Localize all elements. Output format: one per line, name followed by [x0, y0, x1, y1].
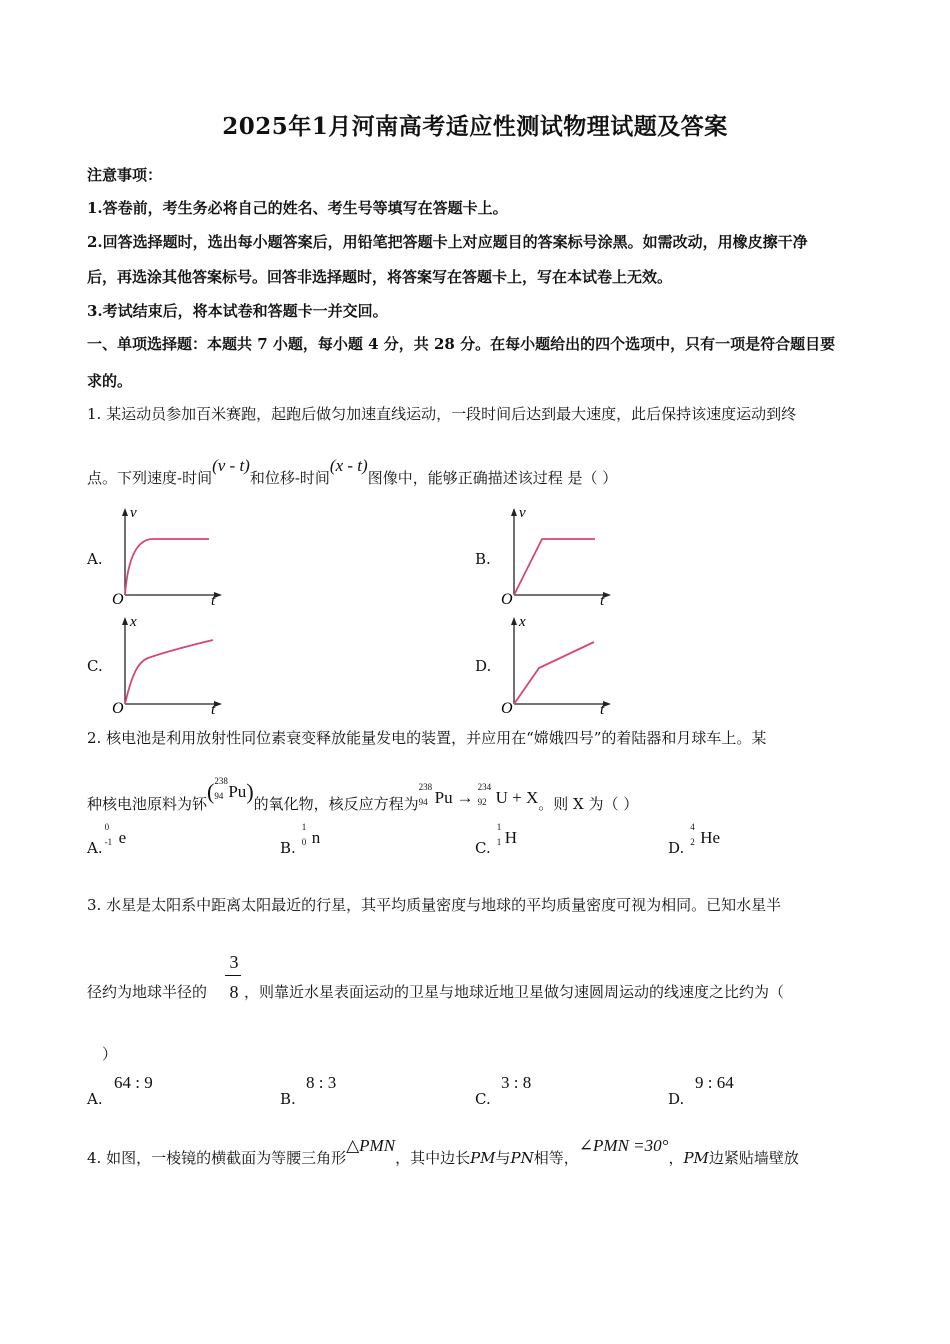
q3-option-c-label: C. [475, 1090, 491, 1108]
q1-stem-line-2 [87, 456, 618, 488]
xt-notation: (x - t) [329, 456, 368, 475]
q1-c-curve [125, 640, 213, 704]
q4-pm: PM [470, 1149, 496, 1167]
q2-option-c-label: C. [475, 839, 491, 857]
notice-item-1: 1.答卷前，考生务必将自己的姓名、考生号等填写在答题卡上。 [87, 199, 508, 217]
q4-and: 与 [495, 1149, 511, 1167]
q1-option-b-graph [497, 503, 617, 608]
q1-c-ylabel: x [130, 614, 137, 630]
notice-item-2-line-1: 2.回答选择题时，选出每小题答案后，用铅笔把答题卡上对应题目的答案标号涂黑。如需改动，用橡皮擦干净 [87, 233, 808, 251]
q3-option-b-value: 8 : 3 [306, 1073, 337, 1092]
vt-notation: (v - t) [212, 456, 250, 475]
notice-item-2-line-2: 后，再选涂其他答案标号。回答非选择题时，将答案写在答题卡上，写在本试卷上无效。 [87, 268, 673, 286]
q1-a-ylabel: v [130, 505, 137, 521]
q4-stem-line-1 [87, 1136, 799, 1168]
q3-option-b-label: B. [280, 1090, 296, 1108]
q1-stem-text-a: 点。下列速度-时间 [87, 469, 213, 487]
q3-option-d-value: 9 : 64 [695, 1073, 734, 1092]
q3-stem-line-2-a: 径约为地球半径的 [87, 983, 208, 1001]
q2-option-d [668, 822, 721, 858]
q1-b-ylabel: v [519, 505, 526, 521]
q3-option-a-value: 64 : 9 [114, 1073, 153, 1092]
q1-d-ylabel: x [519, 614, 526, 630]
q4-pn: PN [510, 1149, 534, 1167]
q4-comma: ， [668, 1149, 684, 1167]
q4-angle: ∠PMN =30° [578, 1136, 669, 1155]
q3-stem-line-2-b: ，则靠近水星表面运动的卫星与地球近地卫星做匀速圆周运动的线速度之比约为（ [244, 983, 785, 1001]
section-1-heading-line-2: 求的。 [87, 372, 133, 390]
q3-fraction-numerator: 3 [229, 952, 239, 972]
q3-stem-line-1: 3. 水星是太阳系中距离太阳最近的行星，其平均质量密度与地球的平均质量密度可视为相同。已知水星半 [87, 896, 782, 914]
q1-a-origin: O [112, 591, 124, 608]
q3-fraction-denominator: 8 [229, 982, 239, 1002]
q2-stem-line-1: 2. 核电池是利用放射性同位素衰变释放能量发电的装置，并应用在“嫦娥四号”的着陆器和月球车上。某 [87, 729, 767, 747]
q4-stem-text-a: 4. 如图，一棱镜的横截面为等腰三角形 [87, 1149, 347, 1167]
u-isotope: 234 92 U + X [477, 782, 539, 807]
q2-stem-text-a: 种核电池原料为钚 [87, 795, 208, 813]
q2-stem-line-2: 种核电池原料为钚( 238 94 Pu)的氧化物，核反应方程为 238 94 Pu → 234 92 U + X。则 X 为（ ） [87, 776, 639, 813]
q3-stem-line-3: ） [102, 1045, 118, 1063]
q4-pm-2: PM [683, 1149, 709, 1167]
q1-d-curve [514, 642, 594, 704]
q3-option-c-value: 3 : 8 [501, 1073, 532, 1092]
q3-option-a-label: A. [87, 1090, 103, 1108]
q1-option-a-graph [108, 503, 228, 608]
q4-stem-text-d: 边紧贴墙壁放 [708, 1149, 799, 1167]
q2-option-a-value: 0 -1 e [104, 822, 127, 847]
q2-stem-text-b: 的氧化物，核反应方程为 [253, 795, 419, 813]
pu-isotope: 238 94 Pu [214, 776, 247, 801]
q1-stem-text-b: 和位移-时间 [249, 469, 330, 487]
q1-option-c-graph [108, 612, 228, 717]
q1-option-c-label: C. [87, 657, 103, 675]
q1-b-origin: O [501, 591, 513, 608]
q1-b-curve [514, 539, 595, 595]
q1-c-xlabel: t [211, 702, 216, 717]
q2-option-c-value: 1 1 H [496, 822, 517, 847]
q3-fraction-bar [225, 975, 241, 976]
q1-option-d-graph [497, 612, 617, 717]
notice-heading: 注意事项： [87, 166, 163, 184]
q1-b-xlabel: t [600, 593, 605, 608]
q2-option-b [280, 822, 321, 858]
q1-option-a-label: A. [87, 550, 103, 568]
q4-stem-text-c: 相等， [533, 1149, 579, 1167]
q2-option-b-label: B. [280, 839, 296, 857]
notice-item-3: 3.考试结束后，将本试卷和答题卡一并交回。 [87, 302, 388, 320]
q2-stem-text-c: 。则 X 为（ ） [538, 795, 639, 813]
eq-pu-isotope: 238 94 Pu [418, 782, 453, 807]
q1-stem-text-c: 图像中，能够正确描述该过程 是（ ） [367, 469, 618, 487]
q2-option-b-value: 1 0 n [301, 822, 321, 847]
q1-d-origin: O [501, 700, 513, 717]
q1-option-d-label: D. [475, 657, 492, 675]
q1-stem-line-1: 1. 某运动员参加百米赛跑，起跑后做匀加速直线运动，一段时间后达到最大速度，此后保持该速度运动到终 [87, 405, 797, 423]
q3-option-d-label: D. [668, 1090, 685, 1108]
q1-a-xlabel: t [211, 593, 216, 608]
q4-stem-text-b: ，其中边长 [395, 1149, 471, 1167]
q2-option-a [87, 822, 127, 858]
section-1-heading-line-1: 一、单项选择题：本题共 7 小题，每小题 4 分，共 28 分。在每小题给出的四个选项中，只有一项是符合题目要 [87, 335, 836, 353]
q2-option-a-label: A. [87, 839, 103, 857]
reaction-arrow: → [456, 788, 474, 807]
q2-option-d-label: D. [668, 839, 685, 857]
q1-a-curve [125, 539, 209, 595]
q1-d-xlabel: t [600, 702, 605, 717]
q4-triangle: △PMN [346, 1136, 396, 1155]
q1-option-b-label: B. [475, 550, 491, 568]
page-title: 2025年1月河南高考适应性测试物理试题及答案 [222, 113, 728, 140]
q2-option-d-value: 4 2 He [690, 822, 721, 847]
q1-c-origin: O [112, 700, 124, 717]
q2-option-c [475, 822, 517, 858]
